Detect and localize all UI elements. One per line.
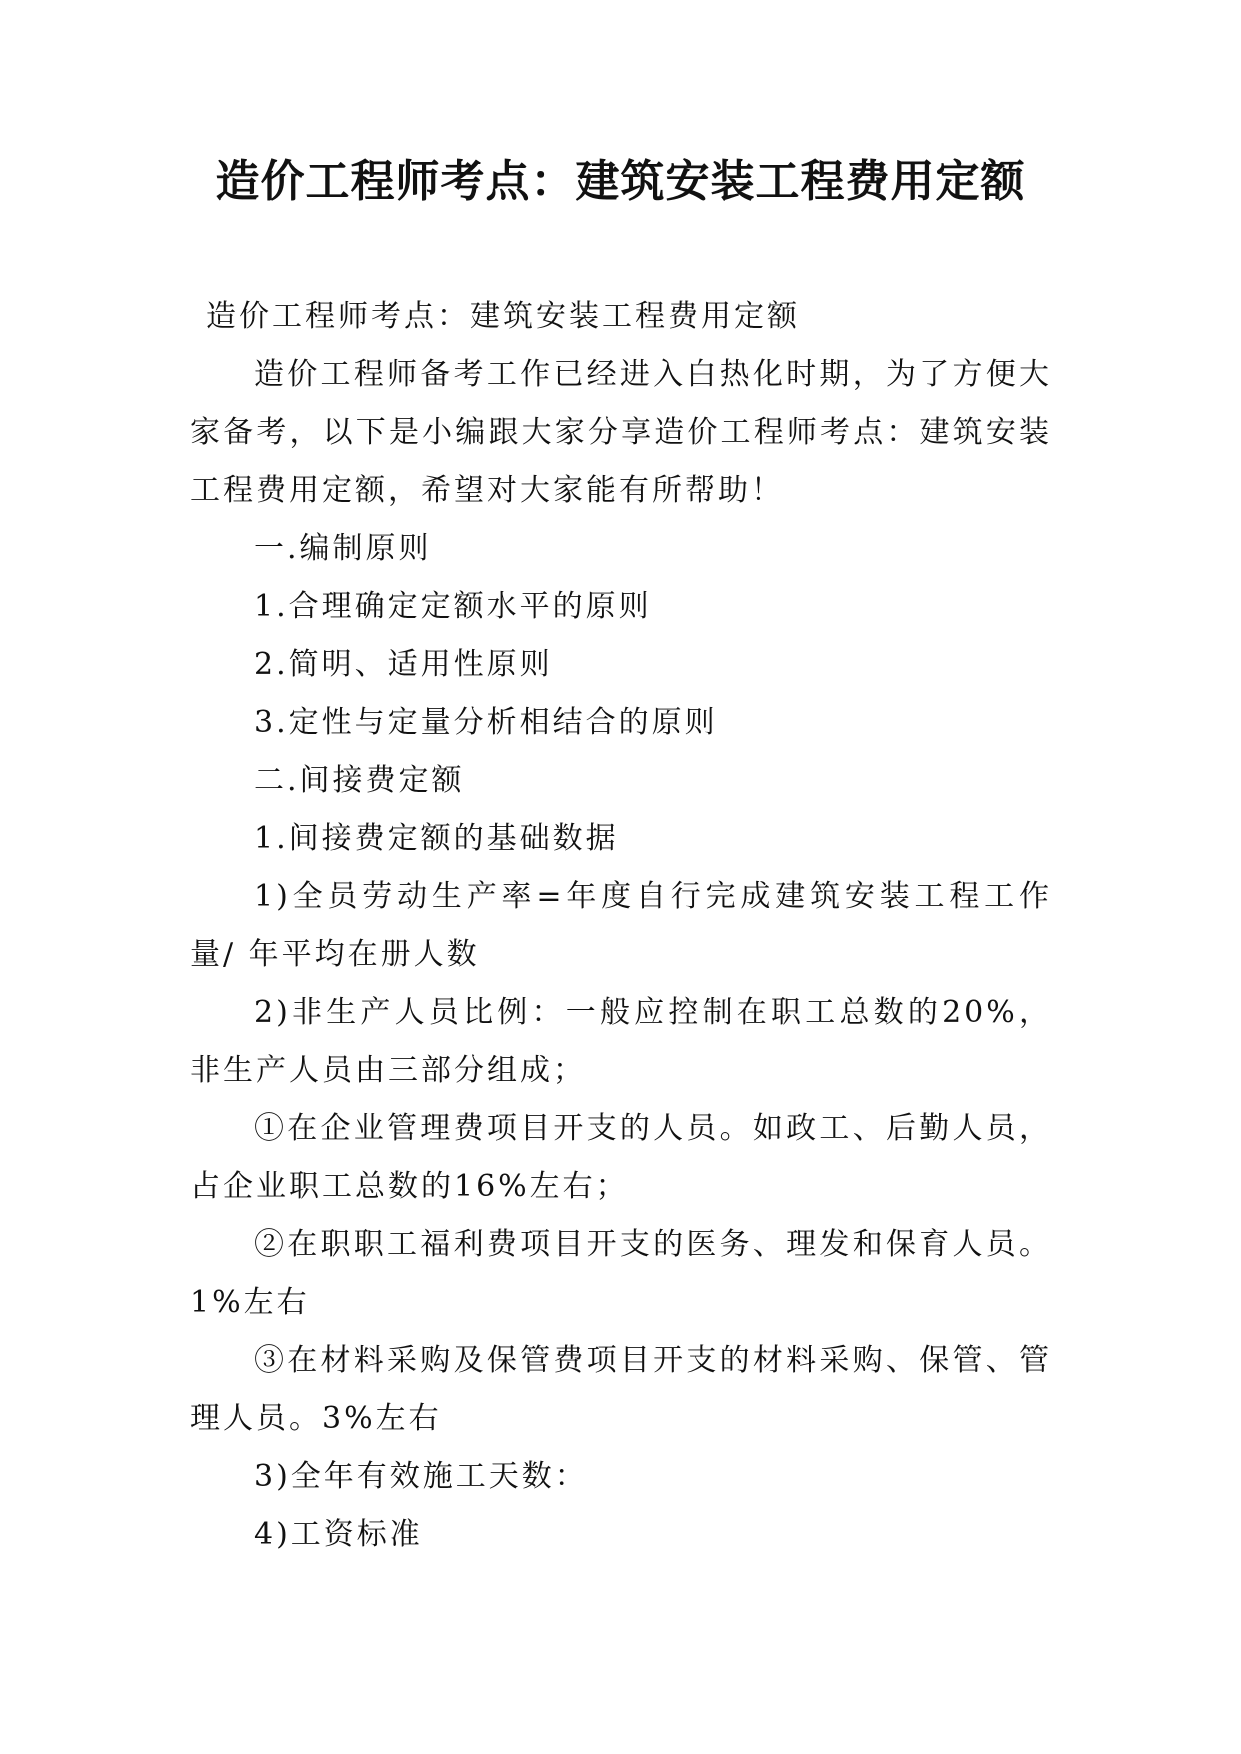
document-body <box>190 288 1052 1564</box>
list-item-circled-2: ②在职职工福利费项目开支的医务、理发和保育人员。1%左右 <box>190 1227 1052 1320</box>
section-heading-principles: 一.编制原则 <box>254 531 432 566</box>
list-item-principle-1: 1.合理确定定额水平的原则 <box>254 589 652 624</box>
intro-paragraph: 造价工程师备考工作已经进入白热化时期，为了方便大家备考，以下是小编跟大家分享造价工程师考点：建筑安装工程费用定额，希望对大家能有所帮助！ <box>190 357 1052 508</box>
list-item-productivity: 1)全员劳动生产率=年度自行完成建筑安装工程工作量/ 年平均在册人数 <box>190 879 1052 972</box>
list-item-circled-3: ③在材料采购及保管费项目开支的材料采购、保管、管理人员。3%左右 <box>190 1343 1052 1436</box>
section-heading-indirect-cost: 二.间接费定额 <box>254 763 465 798</box>
document-title: 造价工程师考点：建筑安装工程费用定额 <box>215 156 1026 207</box>
list-item-principle-2: 2.简明、适用性原则 <box>254 647 553 682</box>
list-item-principle-3: 3.定性与定量分析相结合的原则 <box>254 705 718 740</box>
list-item-nonproduction-ratio: 2)非生产人员比例：一般应控制在职工总数的20%，非生产人员由三部分组成； <box>190 995 1052 1088</box>
document-subtitle: 造价工程师考点：建筑安装工程费用定额 <box>206 299 800 334</box>
list-item-working-days: 3)全年有效施工天数： <box>254 1459 588 1494</box>
list-item-wage-standard: 4)工资标准 <box>254 1517 423 1552</box>
list-item-circled-1: ①在企业管理费项目开支的人员。如政工、后勤人员，占企业职工总数的16%左右； <box>190 1111 1052 1204</box>
subsection-heading-basic-data: 1.间接费定额的基础数据 <box>254 821 619 856</box>
